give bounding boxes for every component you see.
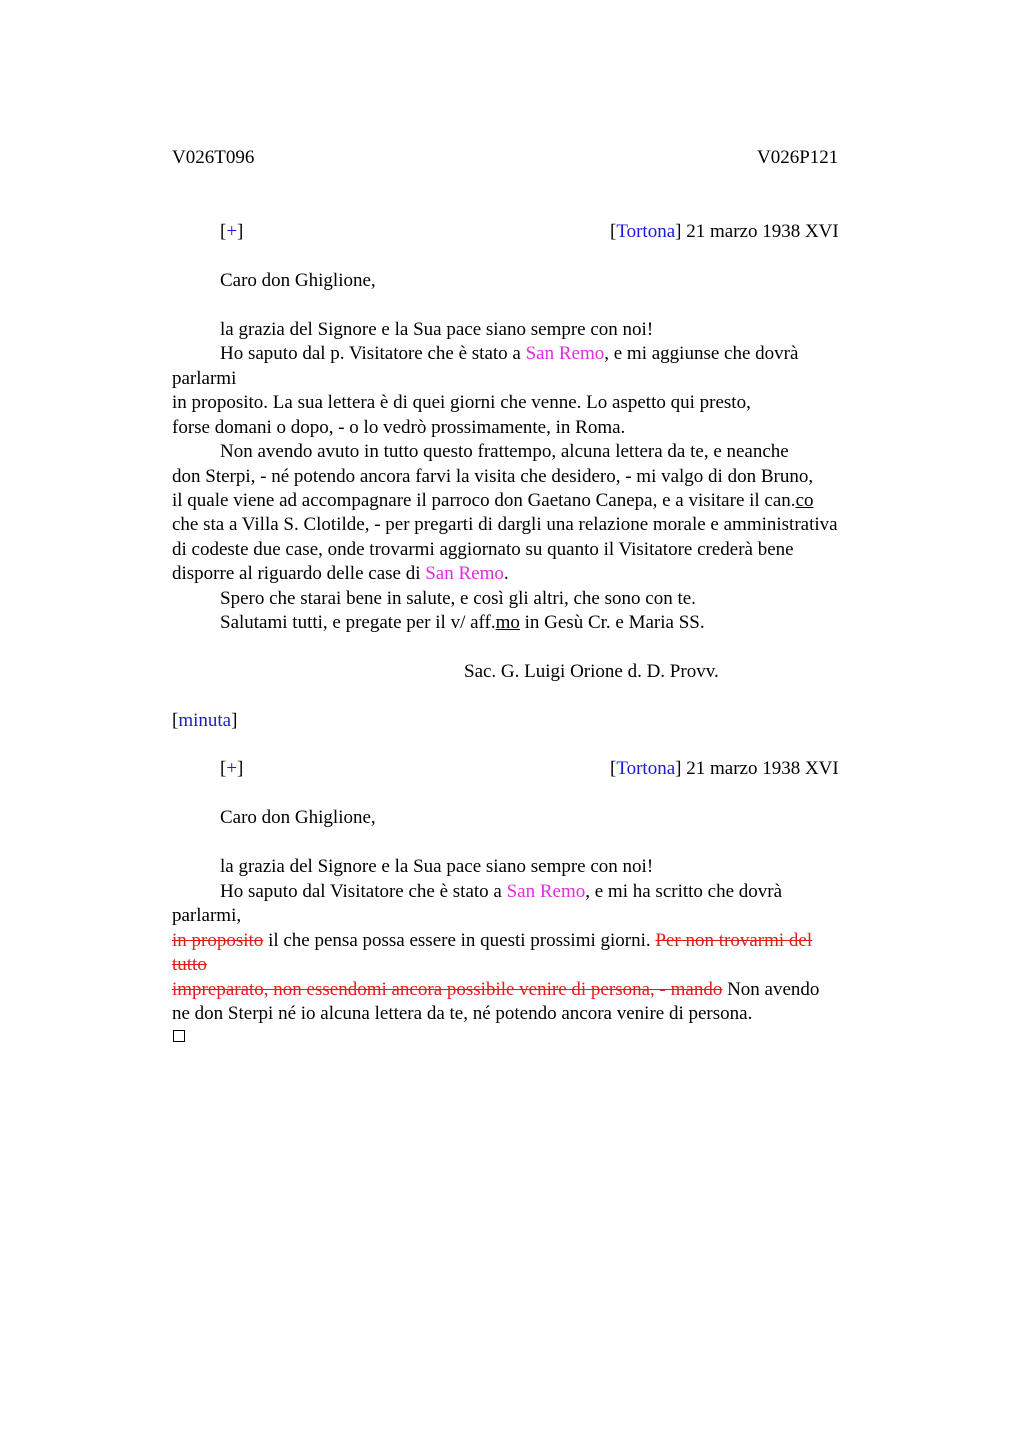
letter-signature: Sac. G. Luigi Orione d. D. Provv. bbox=[464, 661, 719, 682]
deleted-text: Per non trovarmi del bbox=[655, 930, 813, 951]
minuta-date: 21 marzo 1938 XVI bbox=[681, 758, 839, 779]
minuta-line: la grazia del Signore e la Sua pace siano sempre con noi! bbox=[220, 856, 654, 877]
cross-link[interactable]: + bbox=[226, 221, 238, 242]
letter-date: 21 marzo 1938 XVI bbox=[681, 221, 839, 242]
minuta-cross-marker: [+] bbox=[220, 758, 244, 779]
minuta-label: [minuta] bbox=[172, 710, 238, 731]
minuta-date-line: [Tortona] 21 marzo 1938 XVI bbox=[610, 758, 839, 779]
letter-line: don Sterpi, - né potendo ancora farvi la visita che desidero, - mi valgo di don Bruno, bbox=[172, 466, 814, 487]
document-code-left: V026T096 bbox=[172, 147, 255, 168]
checkbox-square-icon bbox=[173, 1030, 185, 1042]
minuta-line: impreparato, non essendomi ancora possibile venire di persona, - mando Non avendo bbox=[172, 979, 820, 1000]
letter-line: Non avendo avuto in tutto questo frattempo, alcuna lettera da te, e neanche bbox=[220, 441, 789, 462]
letter-line: forse domani o dopo, - o lo vedrò prossimamente, in Roma. bbox=[172, 417, 626, 438]
minuta-link[interactable]: minuta bbox=[178, 710, 232, 731]
minuta-line: in proposito il che pensa possa essere in questi prossimi giorni. Per non trovarmi del bbox=[172, 930, 813, 951]
letter-salutation: Caro don Ghiglione, bbox=[220, 270, 376, 291]
letter-line: di codeste due case, onde trovarmi aggiornato su quanto il Visitatore crederà bene bbox=[172, 539, 794, 560]
letter-line: Ho saputo dal p. Visitatore che è stato a San Remo, e mi aggiunse che dovrà bbox=[220, 343, 799, 364]
letter-line: che sta a Villa S. Clotilde, - per pregarti di dargli una relazione morale e amministrativa bbox=[172, 514, 838, 535]
minuta-salutation: Caro don Ghiglione, bbox=[220, 807, 376, 828]
place-link[interactable]: Tortona bbox=[616, 758, 676, 779]
letter-line: parlarmi bbox=[172, 368, 237, 389]
minuta-line: ne don Sterpi né io alcuna lettera da te, né potendo ancora venire di persona. bbox=[172, 1003, 753, 1024]
minuta-line bbox=[172, 953, 207, 977]
place-name-san-remo: San Remo bbox=[506, 881, 586, 902]
deleted-text: impreparato, non essendomi ancora possibile venire di persona, - mando bbox=[172, 979, 723, 1000]
letter-line: disporre al riguardo delle case di San Remo. bbox=[172, 563, 509, 584]
place-name-san-remo: San Remo bbox=[425, 563, 504, 584]
place-link[interactable]: Tortona bbox=[616, 221, 676, 242]
deleted-text: tutto bbox=[172, 954, 207, 975]
minuta-line: parlarmi, bbox=[172, 905, 242, 926]
cross-link[interactable]: + bbox=[226, 758, 238, 779]
letter-line: in proposito. La sua lettera è di quei giorni che venne. Lo aspetto qui presto, bbox=[172, 392, 751, 413]
letter-line: il quale viene ad accompagnare il parroco don Gaetano Canepa, e a visitare il can.co bbox=[172, 490, 814, 511]
minuta-line: Ho saputo dal Visitatore che è stato a San Remo, e mi ha scritto che dovrà bbox=[220, 881, 783, 902]
place-name-san-remo: San Remo bbox=[525, 343, 605, 364]
deleted-text: in proposito bbox=[172, 930, 264, 951]
letter-line: Spero che starai bene in salute, e così gli altri, che sono con te. bbox=[220, 588, 696, 609]
letter-date-line: [Tortona] 21 marzo 1938 XVI bbox=[610, 221, 839, 242]
page-code-right: V026P121 bbox=[757, 147, 839, 168]
letter-line: Salutami tutti, e pregate per il v/ aff.mo in Gesù Cr. e Maria SS. bbox=[220, 612, 705, 633]
letter-cross-marker: [+] bbox=[220, 221, 244, 242]
letter-line: la grazia del Signore e la Sua pace siano sempre con noi! bbox=[220, 319, 654, 340]
